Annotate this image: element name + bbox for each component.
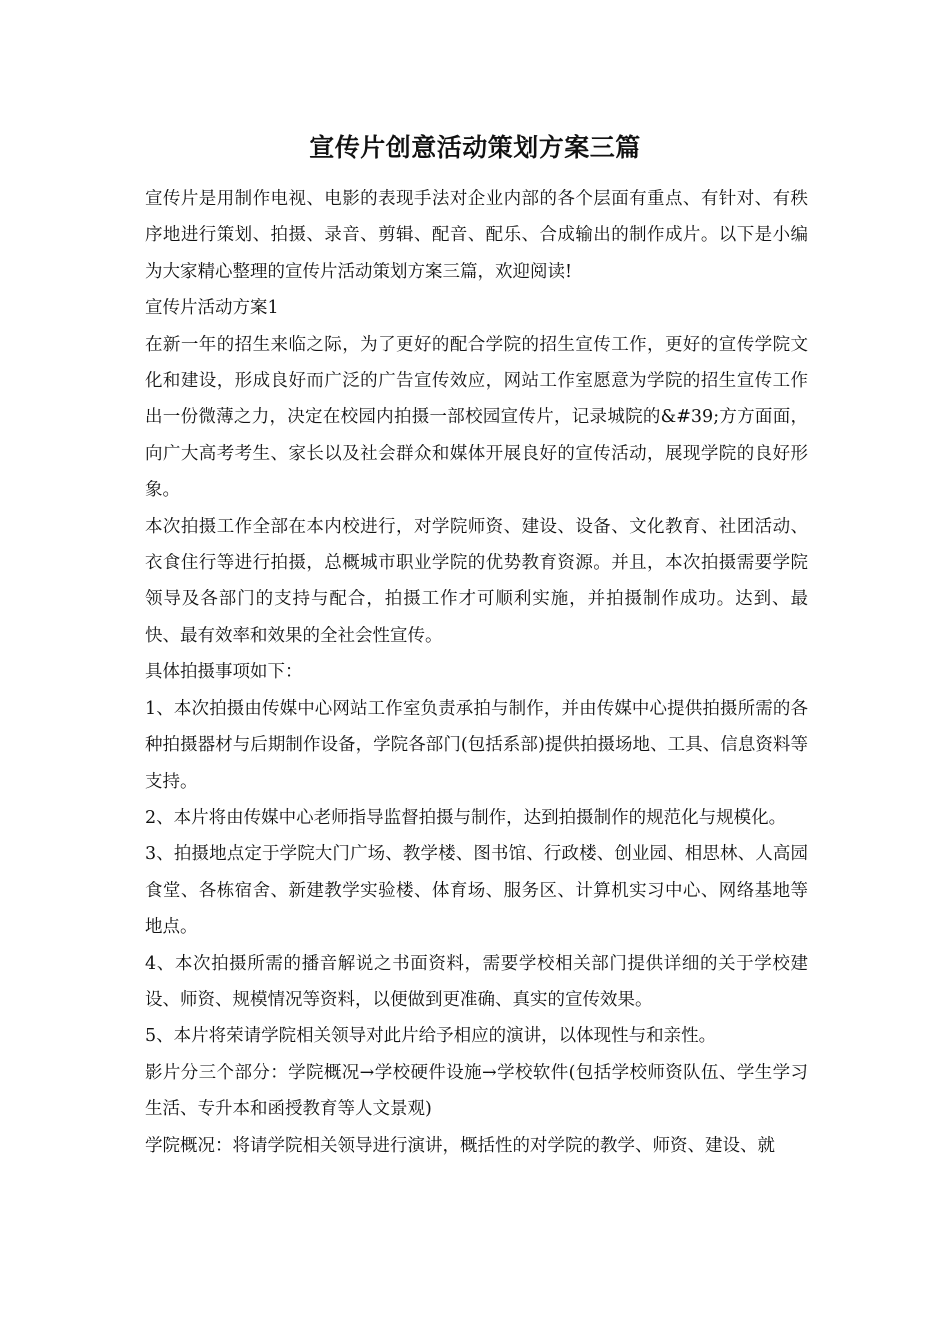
document-title: 宣传片创意活动策划方案三篇 bbox=[309, 133, 641, 162]
paragraph-item-4: 4、本次拍摄所需的播音解说之书面资料，需要学校相关部门提供详细的关于学校建设、师资、规模情况等资料，以便做到更准确、真实的宣传效果。 bbox=[145, 953, 808, 1010]
paragraph-scope: 本次拍摄工作全部在本内校进行，对学院师资、建设、设备、文化教育、社团活动、衣食住行等进行拍摄，总概城市职业学院的优势教育资源。并且，本次拍摄需要学院领导及各部门的支持与配合，拍摄工作才可顺利实施，并拍摄制作成功。达到、最快、最有效率和效果的全社会性宣传。 bbox=[145, 516, 808, 646]
paragraph-item-3: 3、拍摄地点定于学院大门广场、教学楼、图书馆、行政楼、创业园、相思林、人高园食堂、各栋宿舍、新建教学实验楼、体育场、服务区、计算机实习中心、网络基地等地点。 bbox=[145, 844, 808, 938]
paragraph-intro: 宣传片是用制作电视、电影的表现手法对企业内部的各个层面有重点、有针对、有秩序地进行策划、拍摄、录音、剪辑、配音、配乐、合成输出的制作成片。以下是小编为大家精心整理的宣传片活动策划方案三篇，欢迎阅读! bbox=[145, 189, 808, 282]
paragraph-overview: 学院概况：将请学院相关领导进行演讲，概括性的对学院的教学、师资、建设、就 bbox=[145, 1135, 775, 1156]
document-body bbox=[145, 181, 808, 1164]
paragraph-item-5: 5、本片将荣请学院相关领导对此片给予相应的演讲，以体现性与和亲性。 bbox=[145, 1026, 717, 1047]
paragraph-item-2: 2、本片将由传媒中心老师指导监督拍摄与制作，达到拍摄制作的规范化与规模化。 bbox=[145, 807, 787, 828]
paragraph-items-heading: 具体拍摄事项如下： bbox=[145, 662, 303, 683]
paragraph-plan-heading: 宣传片活动方案1 bbox=[145, 298, 279, 319]
paragraph-background: 在新一年的招生来临之际，为了更好的配合学院的招生宣传工作，更好的宣传学院文化和建设，形成良好而广泛的广告宣传效应，网站工作室愿意为学院的招生宣传工作出一份微薄之力，决定在校园内拍摄一部校园宣传片，记录城院的&#39;方方面面，向广大高考考生、家长以及社会群众和媒体开展良好的宣传活动，展现学院的良好形象。 bbox=[145, 334, 808, 501]
paragraph-film-parts: 影片分三个部分：学院概况→学校硬件设施→学校软件(包括学校师资队伍、学生学习生活、专升本和函授教育等人文景观) bbox=[145, 1062, 808, 1120]
paragraph-item-1: 1、本次拍摄由传媒中心网站工作室负责承拍与制作，并由传媒中心提供拍摄所需的各种拍摄器材与后期制作设备，学院各部门(包括系部)提供拍摄场地、工具、信息资料等支持。 bbox=[145, 698, 808, 792]
